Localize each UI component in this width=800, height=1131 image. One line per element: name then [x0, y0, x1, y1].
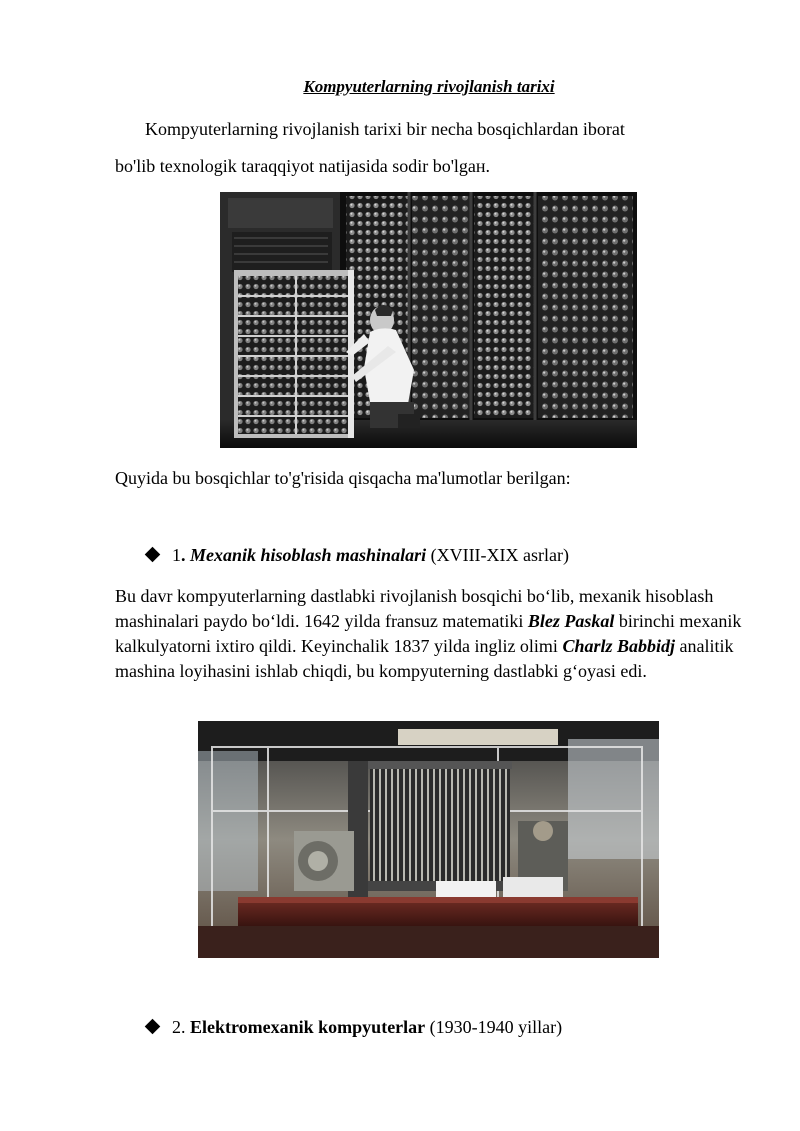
section-1-period: (XVIII-XIX asrlar) [430, 545, 570, 565]
eniac-photo [220, 192, 637, 448]
section-1-dot: . [181, 545, 186, 565]
section-1-text-a: Bu davr kompyuterlarning dastlabki rivojlanish bosqichi bo‘lib, mexanik hisoblash mashinalari paydo bo‘ldi. 1642 yilda fransuz matematiki [115, 586, 714, 631]
section-2-heading [147, 1015, 562, 1039]
lead-text: Quyida bu bosqichlar to'g'risida qisqacha ma'lumotlar berilgan: [115, 468, 571, 488]
intro-line-2: bo'lib texnologik taraqqiyot natijasida sodir bo'lgaн. [115, 156, 491, 176]
babbage-engine-photo [198, 721, 659, 958]
section-2-number: 2. [172, 1017, 186, 1037]
section-1-heading [147, 543, 569, 567]
page-title: Kompyuterlarning rivojlanish tarixi [303, 77, 555, 96]
person-name-paskal: Blez Paskal [527, 611, 615, 631]
section-1-text-b: birinchi mexanik kalkulyatorni ixtiro qildi. Keyinchalik 1837 yilda ingliz olimi [115, 611, 742, 656]
diamond-bullet-icon [145, 1019, 161, 1035]
person-name-babbidj: Charlz Babbidj [562, 636, 675, 656]
intro-line-1: Kompyuterlarning rivojlanish tarixi bir necha bosqichlardan iborat [145, 119, 625, 139]
diamond-bullet-icon [145, 547, 161, 563]
section-1-title: Mexanik hisoblash mashinalari [190, 545, 427, 565]
section-1-text-c: analitik mashina loyihasini ishlab chiqdi, bu kompyuterning dastlabki g‘oyasi edi. [115, 636, 734, 681]
section-2-period: (1930-1940 yillar) [429, 1017, 563, 1037]
section-2-title: Elektromexanik kompyuterlar [190, 1017, 426, 1037]
section-1-number: 1 [172, 545, 181, 565]
section-1-paragraph [115, 584, 745, 684]
